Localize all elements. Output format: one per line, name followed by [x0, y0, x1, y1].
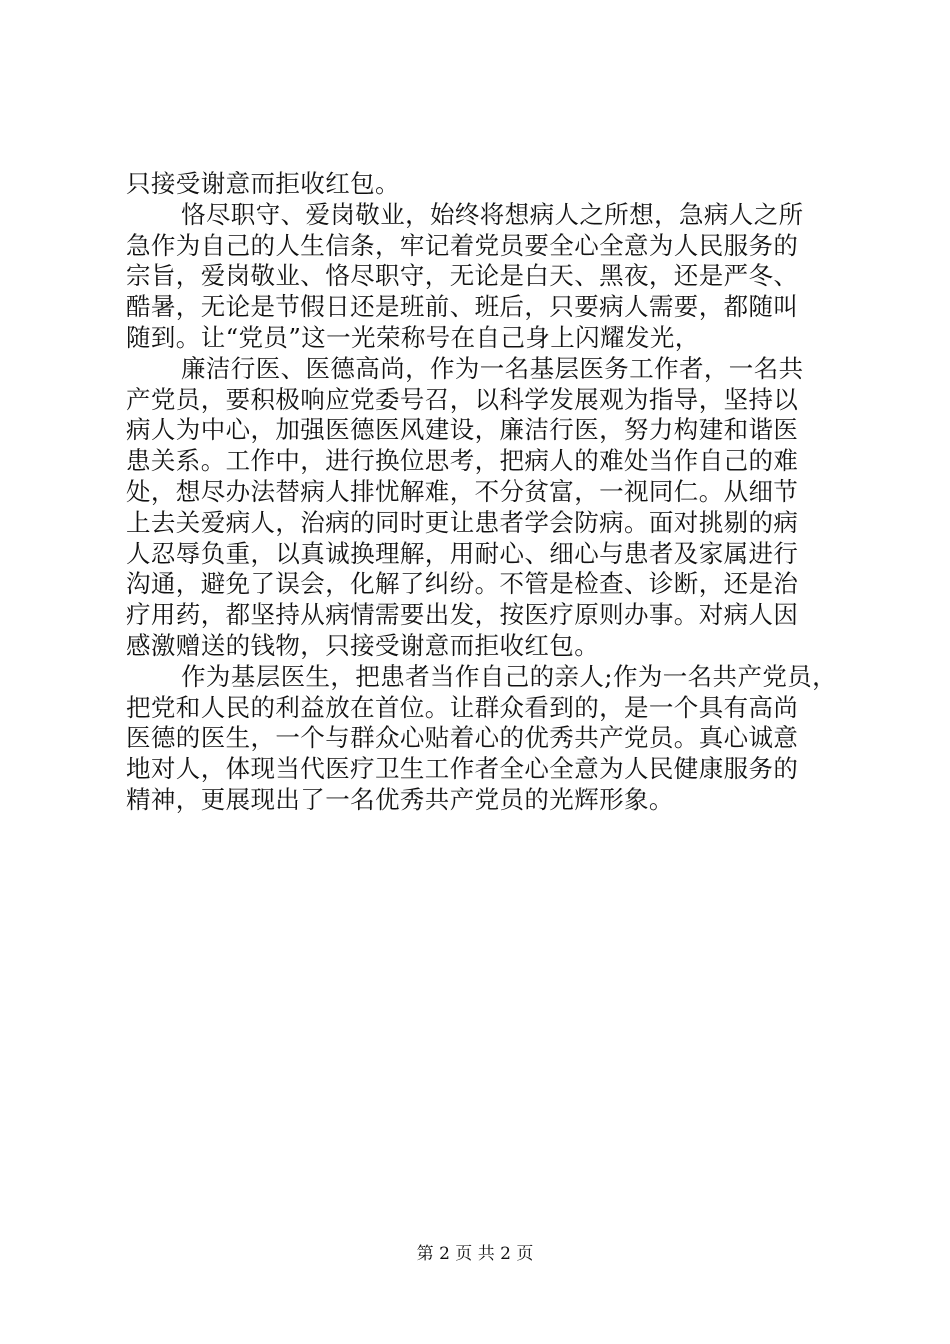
text-line: 酷暑，无论是节假日还是班前、班后，只要病人需要，都随叫 — [126, 292, 799, 322]
text-line: 恪尽职守、爱岗敬业，始终将想病人之所想，急病人之所 — [181, 199, 804, 229]
text-line: 疗用药，都坚持从病情需要出发，按医疗原则办事。对病人因 — [126, 600, 799, 630]
text-line: 急作为自己的人生信条，牢记着党员要全心全意为人民服务的 — [126, 230, 799, 260]
text-line: 只接受谢意而拒收红包。 — [126, 169, 400, 198]
text-line: 感激赠送的钱物，只接受谢意而拒收红包。 — [126, 630, 600, 660]
text-line: 地对人，体现当代医疗卫生工作者全心全意为人民健康服务的 — [126, 754, 799, 784]
text-line: 廉洁行医、医德高尚，作为一名基层医务工作者，一名共 — [181, 353, 804, 383]
text-line: 宗旨，爱岗敬业、恪尽职守，无论是白天、黑夜，还是严冬、 — [126, 261, 799, 291]
text-line: 产党员，要积极响应党委号召，以科学发展观为指导，坚持以 — [126, 384, 799, 414]
body-text — [126, 169, 838, 816]
text-line: 患关系。工作中，进行换位思考，把病人的难处当作自己的难 — [126, 446, 799, 476]
text-line: 随到。让“党员”这一光荣称号在自己身上闪耀发光， — [126, 322, 700, 352]
page-number-label: 第 2 页 共 2 页 — [416, 1244, 534, 1264]
text-line: 沟通，避免了误会，化解了纠纷。不管是检查、诊断，还是治 — [126, 569, 799, 599]
text-line: 病人为中心，加强医德医风建设，廉洁行医，努力构建和谐医 — [126, 415, 799, 445]
text-line: 作为基层医生，把患者当作自己的亲人;作为一名共产党员， — [181, 661, 838, 691]
text-line: 医德的医生，一个与群众心贴着心的优秀共产党员。真心诚意 — [126, 723, 799, 753]
text-line: 把党和人民的利益放在首位。让群众看到的，是一个具有高尚 — [126, 692, 799, 722]
page-footer — [0, 1243, 950, 1265]
text-line: 精神，更展现出了一名优秀共产党员的光辉形象。 — [126, 784, 674, 814]
text-line: 人忍辱负重，以真诚换理解，用耐心、细心与患者及家属进行 — [126, 538, 799, 568]
text-line: 上去关爱病人，治病的同时更让患者学会防病。面对挑剔的病 — [126, 507, 799, 537]
text-line: 处，想尽办法替病人排忧解难，不分贫富，一视同仁。从细节 — [126, 476, 799, 506]
